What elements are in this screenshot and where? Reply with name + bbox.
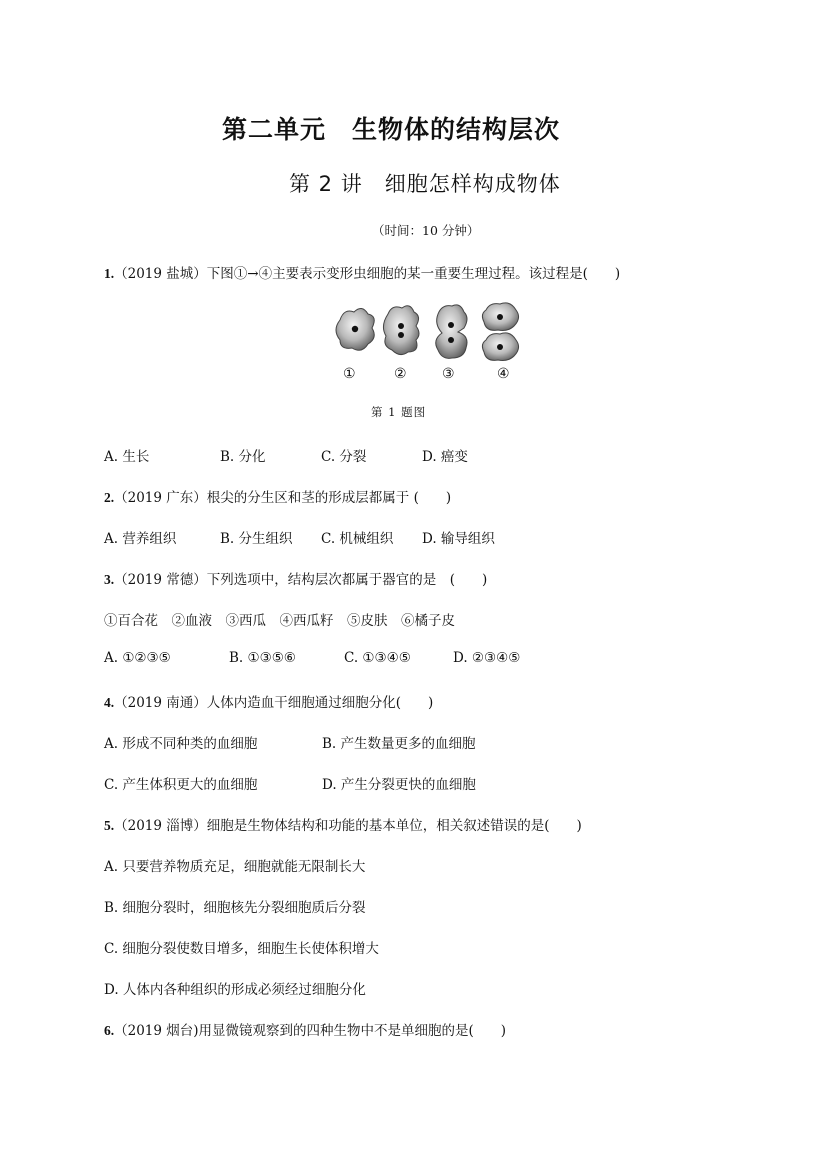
- q3-option-c: C. ①③④⑤: [344, 650, 411, 666]
- question-stem: （2019 广东）根尖的分生区和茎的形成层都属于 ( ): [114, 490, 452, 506]
- q2-option-a: A. 营养组织: [104, 531, 177, 547]
- figure-label-1: ①: [343, 366, 356, 382]
- question-2: [104, 486, 451, 506]
- q2-option-d: D. 输导组织: [422, 531, 495, 547]
- question-stem: （2019 常德）下列选项中，结构层次都属于器官的是 ( ): [114, 572, 488, 588]
- q5-option-d: D. 人体内各种组织的形成必须经过细胞分化: [104, 982, 366, 998]
- question-4: [104, 691, 433, 711]
- q2-option-b: B. 分生组织: [220, 531, 293, 547]
- cell-stage-4: [482, 303, 518, 361]
- q5-option-c: C. 细胞分裂使数目增多，细胞生长使体积增大: [104, 941, 379, 957]
- q4-option-a: A. 形成不同种类的血细胞: [104, 736, 258, 752]
- q4-option-b: B. 产生数量更多的血细胞: [322, 736, 476, 752]
- question-stem: （2019 盐城）下图①→④主要表示变形虫细胞的某一重要生理过程。该过程是( ): [114, 266, 621, 282]
- figure-label-2: ②: [394, 366, 407, 382]
- figure-label-4: ④: [497, 366, 510, 382]
- q3-option-b: B. ①③⑤⑥: [229, 650, 296, 666]
- figure-caption: 第 1 题图: [371, 405, 427, 419]
- question-stem: （2019 南通）人体内造血干细胞通过细胞分化( ): [114, 695, 434, 711]
- cell-stage-1: [336, 308, 374, 350]
- unit-title: 第二单元 生物体的结构层次: [222, 115, 561, 144]
- q5-option-a: A. 只要营养物质充足，细胞就能无限制长大: [104, 859, 366, 875]
- question-5: [104, 814, 582, 834]
- q1-option-b: B. 分化: [220, 449, 266, 465]
- question-6: [104, 1019, 506, 1039]
- question-stem: （2019 淄博）细胞是生物体结构和功能的基本单位，相关叙述错误的是( ): [114, 818, 582, 834]
- question-number: 5.: [104, 818, 115, 833]
- question-stem: （2019 烟台)用显微镜观察到的四种生物中不是单细胞的是( ): [114, 1023, 507, 1039]
- question-number: 2.: [104, 490, 115, 505]
- question-number: 6.: [104, 1023, 115, 1038]
- question-1: [104, 262, 620, 282]
- q3-option-a: A. ①②③⑤: [104, 650, 171, 666]
- figure-label-3: ③: [442, 366, 455, 382]
- question-number: 1.: [104, 266, 115, 281]
- q1-option-a: A. 生长: [104, 449, 150, 465]
- question-number: 4.: [104, 695, 115, 710]
- q4-option-c: C. 产生体积更大的血细胞: [104, 777, 258, 793]
- q3-option-d: D. ②③④⑤: [453, 650, 521, 666]
- q3-items: ①百合花 ②血液 ③西瓜 ④西瓜籽 ⑤皮肤 ⑥橘子皮: [104, 613, 455, 629]
- lesson-title: 第 2 讲 细胞怎样构成物体: [289, 172, 561, 196]
- time-note: （时间：10 分钟）: [372, 223, 480, 238]
- question-number: 3.: [104, 572, 115, 587]
- q5-option-b: B. 细胞分裂时，细胞核先分裂细胞质后分裂: [104, 900, 366, 916]
- cell-stage-3: [436, 305, 467, 358]
- cell-stage-2: [383, 306, 419, 355]
- question-3: [104, 568, 487, 588]
- q1-option-c: C. 分裂: [321, 449, 367, 465]
- q4-option-d: D. 产生分裂更快的血细胞: [322, 777, 476, 793]
- q2-option-c: C. 机械组织: [321, 531, 394, 547]
- q1-option-d: D. 癌变: [422, 449, 468, 465]
